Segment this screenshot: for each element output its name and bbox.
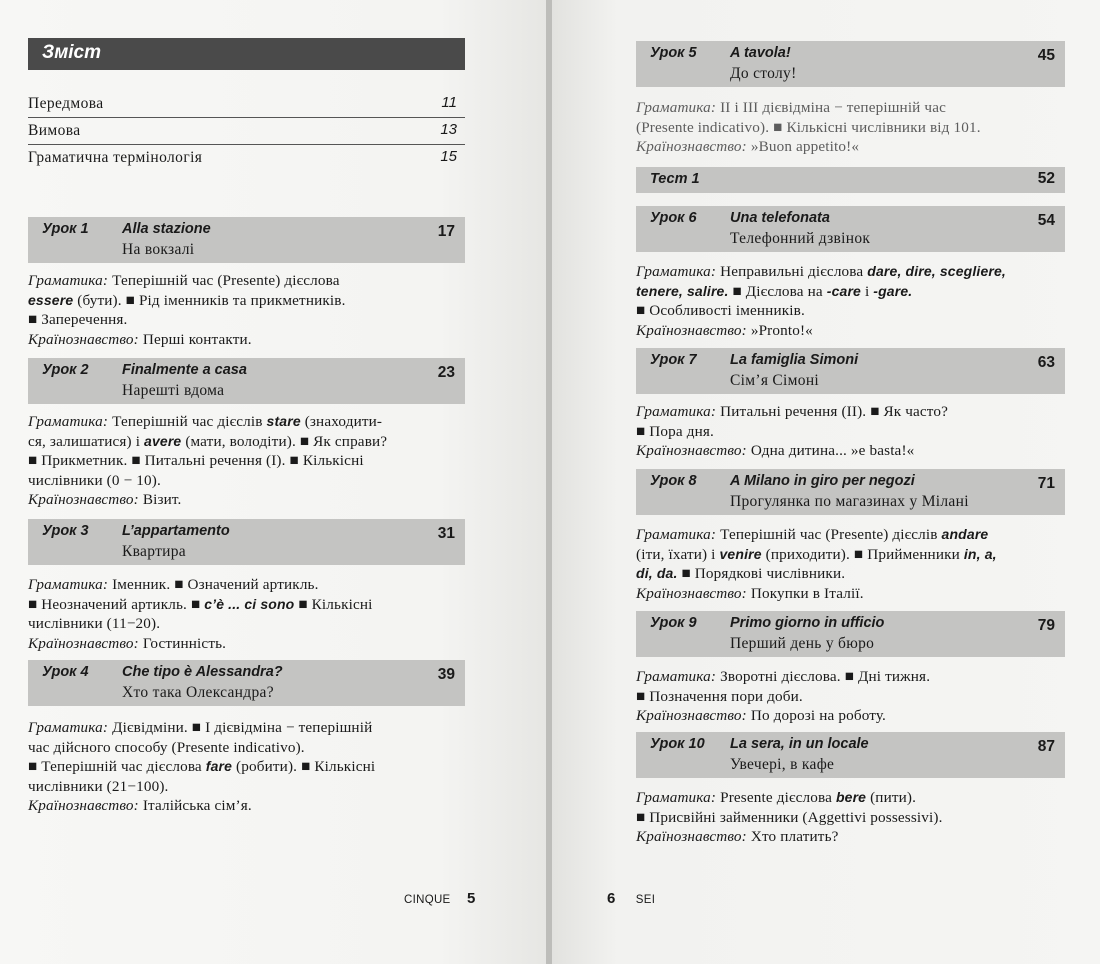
culture-label: Країнознавство:: [636, 138, 747, 156]
grammar-term: -care: [826, 282, 861, 299]
grammar-text: Неправильні дієслова: [720, 263, 864, 280]
grammar-text: Особливості іменників.: [649, 302, 805, 320]
grammar-text: Питальні речення (II).: [720, 403, 867, 420]
lesson-italian-title: Primo giorno in ufficio: [730, 615, 885, 631]
grammar-text: Означений артикль.: [187, 576, 319, 593]
right-footer: [607, 890, 655, 908]
grammar-label: Граматика:: [28, 719, 109, 736]
toc-row-preface[interactable]: [28, 91, 465, 118]
lesson-description-3: [28, 575, 468, 653]
grammar-text: (пити).: [870, 789, 917, 806]
culture-text: Хто платить?: [750, 828, 839, 846]
grammar-text: Дні тижня.: [857, 668, 931, 685]
grammar-text: Presente дієслова: [720, 789, 832, 806]
lesson-number: Урок 6: [650, 210, 697, 226]
grammar-label: Граматика:: [28, 413, 109, 430]
culture-label: Країнознавство:: [636, 707, 747, 725]
toc-row-page: 15: [440, 148, 457, 165]
page-word: CINQUE: [404, 894, 451, 906]
grammar-label: Граматика:: [636, 526, 717, 543]
grammar-label: Граматика:: [636, 789, 717, 806]
lesson-number: Урок 5: [650, 45, 697, 61]
lesson-italian-title: L’appartamento: [122, 523, 230, 539]
grammar-term: bere: [835, 789, 867, 805]
lesson-description-4: [28, 718, 468, 816]
lesson-number: Урок 1: [42, 221, 89, 237]
grammar-text: числівники (0 − 10).: [28, 471, 161, 489]
left-page: [0, 0, 548, 964]
grammar-text: (знаходити-: [304, 413, 383, 430]
grammar-text: Позначення пори доби.: [649, 687, 803, 705]
lesson-description-1: [28, 271, 468, 349]
culture-label: Країнознавство:: [636, 828, 747, 846]
lesson-ukrainian-title: Перший день у бюро: [730, 635, 875, 652]
bullet: ■: [732, 282, 742, 300]
grammar-label: Граматика:: [636, 668, 717, 685]
bullet: ■: [636, 302, 646, 320]
lesson-ukrainian-title: Увечері, в кафе: [730, 756, 835, 773]
lesson-header-4[interactable]: [28, 660, 465, 706]
grammar-text: Кількісні: [311, 595, 373, 613]
lesson-ukrainian-title: Телефонний дзвінок: [730, 230, 871, 247]
culture-label: Країнознавство:: [28, 491, 139, 509]
lesson-number: Урок 4: [42, 664, 89, 680]
lesson-ukrainian-title: Прогулянка по магазинах у Мілані: [730, 493, 969, 510]
grammar-text: Прийменники: [867, 545, 960, 563]
lesson-header-9[interactable]: [636, 611, 1065, 657]
lesson-italian-title: Una telefonata: [730, 210, 830, 226]
grammar-term: fare: [205, 758, 233, 775]
grammar-term: di, da.: [636, 565, 678, 582]
lesson-header-5[interactable]: [636, 41, 1065, 87]
bullet: ■: [190, 595, 201, 613]
lesson-ukrainian-title: Нарешті вдома: [122, 382, 225, 399]
grammar-term: c’è ... ci sono: [204, 595, 295, 612]
lesson-page: 39: [437, 666, 455, 683]
lesson-page: 71: [1037, 475, 1055, 492]
bullet: ■: [28, 758, 38, 776]
lesson-page: 63: [1037, 354, 1055, 371]
grammar-text: час дійсного способу (Presente indicativo).: [28, 738, 305, 756]
bullet: ■: [870, 403, 880, 420]
grammar-text: Теперішній час дієслова: [41, 758, 202, 776]
toc-row-pronunciation[interactable]: [28, 118, 465, 145]
lesson-header-2[interactable]: [28, 358, 465, 404]
lesson-ukrainian-title: До столу!: [730, 65, 797, 82]
grammar-text: Присвійні займенники (Aggettivi possessivi).: [649, 808, 943, 826]
toc-row-title: Граматична термінологія: [28, 149, 203, 166]
grammar-text: (бути).: [77, 291, 122, 309]
test-label: Тест 1: [650, 171, 700, 187]
grammar-text: Теперішній час дієслів: [112, 413, 263, 430]
bullet: ■: [636, 808, 646, 826]
grammar-label: Граматика:: [636, 403, 717, 420]
lesson-page: 54: [1037, 212, 1055, 229]
grammar-text: числівники (21−100).: [28, 777, 169, 795]
lesson-header-10[interactable]: [636, 732, 1065, 778]
lesson-header-7[interactable]: [636, 348, 1065, 394]
right-page: [552, 0, 1100, 964]
lesson-number: Урок 7: [650, 352, 697, 368]
lesson-number: Урок 2: [42, 362, 89, 378]
test-header-1[interactable]: [636, 167, 1065, 193]
lesson-description-5: [636, 98, 1076, 157]
grammar-term: essere: [28, 291, 74, 308]
lesson-header-8[interactable]: [636, 469, 1065, 515]
toc-row-page: 13: [440, 121, 457, 138]
test-page: 52: [1037, 170, 1055, 187]
toc-row-title: Вимова: [28, 122, 81, 139]
bullet: ■: [174, 576, 184, 593]
lesson-ukrainian-title: Квартира: [122, 543, 186, 560]
lesson-number: Урок 9: [650, 615, 697, 631]
grammar-text: (мати, володіти).: [185, 432, 296, 450]
culture-label: Країнознавство:: [636, 321, 747, 339]
lesson-header-1[interactable]: [28, 217, 465, 263]
page-word: SEI: [635, 894, 656, 906]
grammar-text: ся, залишатися) і: [28, 432, 141, 450]
bullet: ■: [28, 595, 38, 613]
contents-header: [28, 38, 465, 70]
grammar-label: Граматика:: [636, 99, 717, 116]
grammar-term: dare, dire, scegliere,: [867, 263, 1006, 279]
lesson-page: 87: [1037, 738, 1055, 755]
lesson-ukrainian-title: Хто така Олександра?: [122, 684, 274, 701]
grammar-term: venire: [719, 545, 762, 562]
culture-text: Італійська сім’я.: [142, 797, 252, 815]
grammar-text: (приходити).: [765, 545, 850, 563]
culture-label: Країнознавство:: [28, 330, 139, 348]
bullet: ■: [289, 452, 299, 470]
toc-row-title: Передмова: [28, 95, 104, 112]
grammar-text: Неозначений артикль.: [41, 595, 187, 613]
culture-text: По дорозі на роботу.: [750, 707, 886, 725]
contents-title: Зміст: [42, 42, 102, 63]
grammar-text: II і III дієвідміна − теперішній час: [720, 99, 946, 116]
culture-text: Перші контакти.: [142, 330, 252, 348]
bullet: ■: [301, 758, 311, 776]
lesson-italian-title: La sera, in un locale: [730, 736, 869, 752]
lesson-page: 31: [437, 525, 455, 542]
culture-text: Одна дитина... »e basta!«: [750, 442, 915, 460]
culture-text: »Pronto!«: [750, 321, 813, 339]
culture-text: Покупки в Італії.: [750, 584, 864, 602]
grammar-term: in, a,: [963, 545, 997, 562]
culture-label: Країнознавство:: [28, 797, 139, 815]
lesson-header-3[interactable]: [28, 519, 465, 565]
lesson-number: Урок 3: [42, 523, 89, 539]
grammar-term: tenere, salire.: [636, 282, 729, 299]
grammar-term: andare: [941, 526, 989, 542]
grammar-text: (робити).: [236, 758, 298, 776]
bullet: ■: [125, 291, 135, 309]
grammar-text: Кількісні числівники від 101.: [786, 118, 981, 136]
grammar-text: числівники (11−20).: [28, 615, 161, 633]
grammar-term: -gare.: [873, 282, 913, 299]
grammar-text: Іменник.: [112, 576, 171, 593]
bullet: ■: [681, 565, 691, 583]
lesson-page: 79: [1037, 617, 1055, 634]
grammar-term: avere: [144, 432, 182, 449]
culture-text: Гостинність.: [142, 634, 227, 652]
grammar-text: і: [864, 282, 870, 300]
grammar-text: Прикметник.: [41, 452, 128, 470]
lesson-description-6: [636, 262, 1076, 340]
lesson-page: 45: [1037, 47, 1055, 64]
page-number: 5: [466, 890, 476, 907]
lesson-description-7: [636, 402, 1076, 461]
grammar-text: (Presente indicativo).: [636, 118, 770, 136]
lesson-ukrainian-title: Сім’я Сімоні: [730, 372, 820, 389]
lesson-italian-title: A Milano in giro per negozi: [730, 473, 915, 489]
bullet: ■: [299, 432, 310, 450]
culture-label: Країнознавство:: [636, 584, 747, 602]
lesson-header-6[interactable]: [636, 206, 1065, 252]
bullet: ■: [298, 595, 308, 613]
grammar-text: Як справи?: [313, 432, 388, 450]
grammar-term: stare: [266, 413, 301, 429]
grammar-text: Рід іменників та прикметників.: [138, 291, 346, 309]
grammar-text: Теперішній час (Presente) дієслова: [112, 272, 340, 289]
lesson-ukrainian-title: На вокзалі: [122, 241, 195, 258]
culture-text: Візит.: [142, 491, 182, 509]
bullet: ■: [28, 452, 38, 470]
bullet: ■: [191, 719, 202, 736]
toc-row-page: 11: [441, 94, 457, 111]
grammar-text: Дієслова на: [745, 282, 823, 300]
left-footer: [404, 890, 475, 908]
culture-text: »Buon appetito!«: [750, 138, 860, 156]
lesson-description-8: [636, 525, 1076, 603]
lesson-italian-title: Che tipo è Alessandra?: [122, 664, 283, 680]
grammar-label: Граматика:: [28, 576, 109, 593]
lesson-italian-title: Finalmente a casa: [122, 362, 247, 378]
culture-label: Країнознавство:: [28, 634, 139, 652]
grammar-text: I дієвідміна − теперішній: [205, 719, 373, 736]
lesson-italian-title: Alla stazione: [122, 221, 211, 237]
lesson-description-10: [636, 788, 1076, 847]
toc-row-terminology[interactable]: [28, 145, 465, 171]
bullet: ■: [636, 687, 646, 705]
grammar-text: Кількісні: [302, 452, 364, 470]
bullet: ■: [28, 311, 38, 329]
lesson-number: Урок 10: [650, 736, 705, 752]
culture-label: Країнознавство:: [636, 442, 747, 460]
lesson-page: 17: [437, 223, 455, 240]
grammar-text: Дієвідміни.: [112, 719, 188, 736]
lesson-description-9: [636, 667, 1076, 726]
bullet: ■: [853, 545, 864, 563]
grammar-text: (іти, їхати) і: [636, 545, 716, 563]
grammar-text: Питальні речення (I).: [144, 452, 286, 470]
grammar-label: Граматика:: [28, 272, 109, 289]
bullet: ■: [844, 668, 855, 685]
grammar-label: Граматика:: [636, 263, 717, 280]
grammar-text: Кількісні: [314, 758, 376, 776]
grammar-text: Порядкові числівники.: [694, 565, 846, 583]
bullet: ■: [773, 118, 783, 136]
lesson-page: 23: [437, 364, 455, 381]
lesson-description-2: [28, 412, 468, 510]
grammar-text: Заперечення.: [41, 311, 128, 329]
bullet: ■: [636, 422, 646, 440]
lesson-number: Урок 8: [650, 473, 697, 489]
grammar-text: Зворотні дієслова.: [720, 668, 841, 685]
grammar-text: Як часто?: [883, 403, 949, 420]
lesson-italian-title: A tavola!: [730, 45, 791, 61]
page-number: 6: [607, 890, 616, 907]
grammar-text: Пора дня.: [649, 422, 714, 440]
grammar-text: Теперішній час (Presente) дієслів: [720, 526, 938, 543]
bullet: ■: [131, 452, 141, 470]
lesson-italian-title: La famiglia Simoni: [730, 352, 859, 368]
